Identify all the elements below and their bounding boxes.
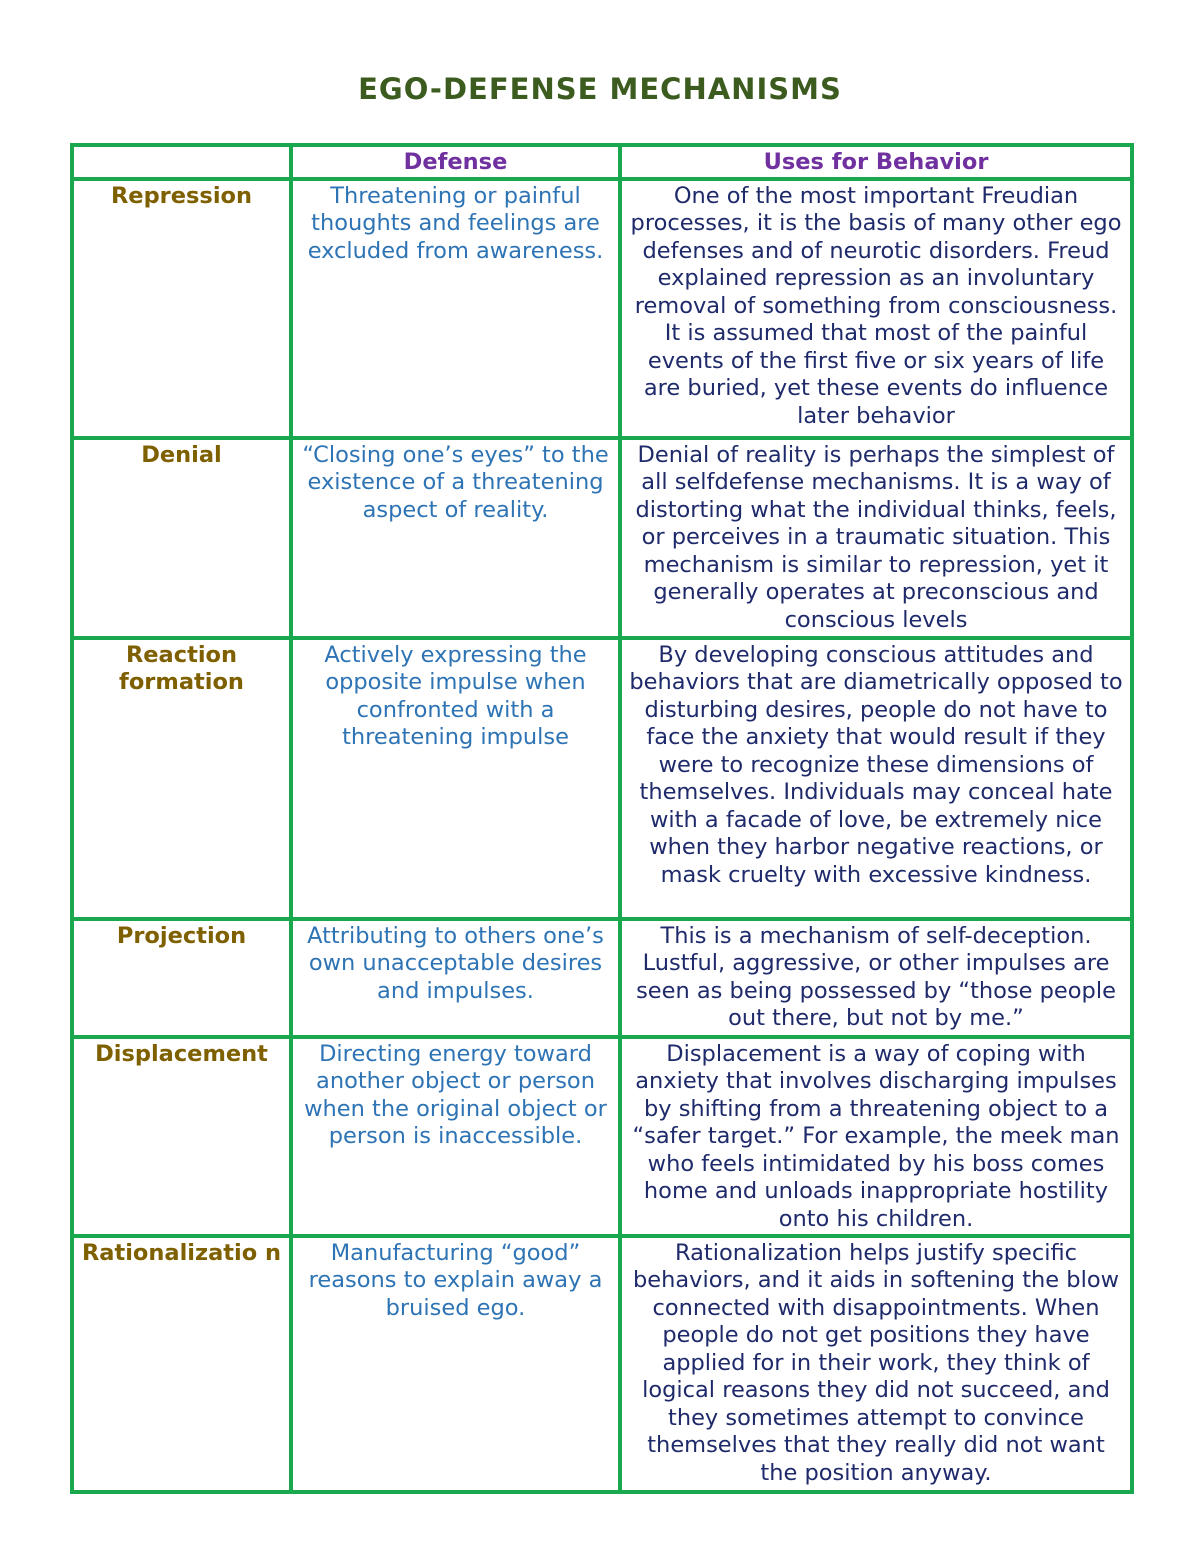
table-row <box>72 919 1132 1037</box>
header-defense-cell: Defense <box>291 145 620 179</box>
header-uses-cell: Uses for Behavior <box>620 145 1132 179</box>
header-name-cell <box>72 145 291 179</box>
mechanism-name: Reaction formation <box>72 638 291 919</box>
mechanism-uses: By developing conscious attitudes and behaviors that are diametrically opposed to disturbing desires, people do not have to face the anxiety that would result if they were to recognize these dimensions of themselves. Individuals may conceal hate with a facade of love, be extremely nice when they harbor negative reactions, or mask cruelty with excessive kindness. <box>620 638 1132 919</box>
mechanism-name: Projection <box>72 919 291 1037</box>
mechanism-uses: Rationalization helps justify specific behaviors, and it aids in softening the blow connected with disappointments. When people do not get positions they have applied for in their work, they think of logical reasons they did not succeed, and they sometimes attempt to convince themselves that they really did not want the position anyway. <box>620 1236 1132 1492</box>
mechanism-uses: This is a mechanism of self-deception. Lustful, aggressive, or other impulses are seen as being possessed by “those people out there, but not by me.” <box>620 919 1132 1037</box>
mechanism-uses: Denial of reality is perhaps the simplest of all selfdefense mechanisms. It is a way of distorting what the individual thinks, feels, or perceives in a traumatic situation. This mechanism is similar to repression, yet it generally operates at preconscious and conscious levels <box>620 438 1132 638</box>
mechanism-uses: One of the most important Freudian processes, it is the basis of many other ego defenses and of neurotic disorders. Freud explained repression as an involuntary removal of something from consciousness. It is assumed that most of the painful events of the first five or six years of life are buried, yet these events do influence later behavior <box>620 179 1132 438</box>
mechanism-uses: Displacement is a way of coping with anxiety that involves discharging impulses by shifting from a threatening object to a “safer target.” For example, the meek man who feels intimidated by his boss comes home and unloads inappropriate hostility onto his children. <box>620 1037 1132 1236</box>
mechanism-name: Rationalizatio n <box>72 1236 291 1492</box>
table-row <box>72 179 1132 438</box>
page-title: EGO-DEFENSE MECHANISMS <box>358 72 842 106</box>
mechanism-defense: Threatening or painful thoughts and feelings are excluded from awareness. <box>291 179 620 438</box>
table-header-row <box>72 145 1132 179</box>
mechanism-name: Displacement <box>72 1037 291 1236</box>
table-row <box>72 1037 1132 1236</box>
mechanism-defense: Attributing to others one’s own unacceptable desires and impulses. <box>291 919 620 1037</box>
mechanism-defense: Directing energy toward another object or person when the original object or person is inaccessible. <box>291 1037 620 1236</box>
mechanism-name: Denial <box>72 438 291 638</box>
defense-mechanisms-table <box>70 143 1134 1494</box>
table-row <box>72 638 1132 919</box>
mechanism-name: Repression <box>72 179 291 438</box>
table-row <box>72 438 1132 638</box>
mechanism-defense: Actively expressing the opposite impulse when confronted with a threatening impulse <box>291 638 620 919</box>
table-row <box>72 1236 1132 1492</box>
mechanism-defense: “Closing one’s eyes” to the existence of a threatening aspect of reality. <box>291 438 620 638</box>
mechanism-defense: Manufacturing “good” reasons to explain away a bruised ego. <box>291 1236 620 1492</box>
